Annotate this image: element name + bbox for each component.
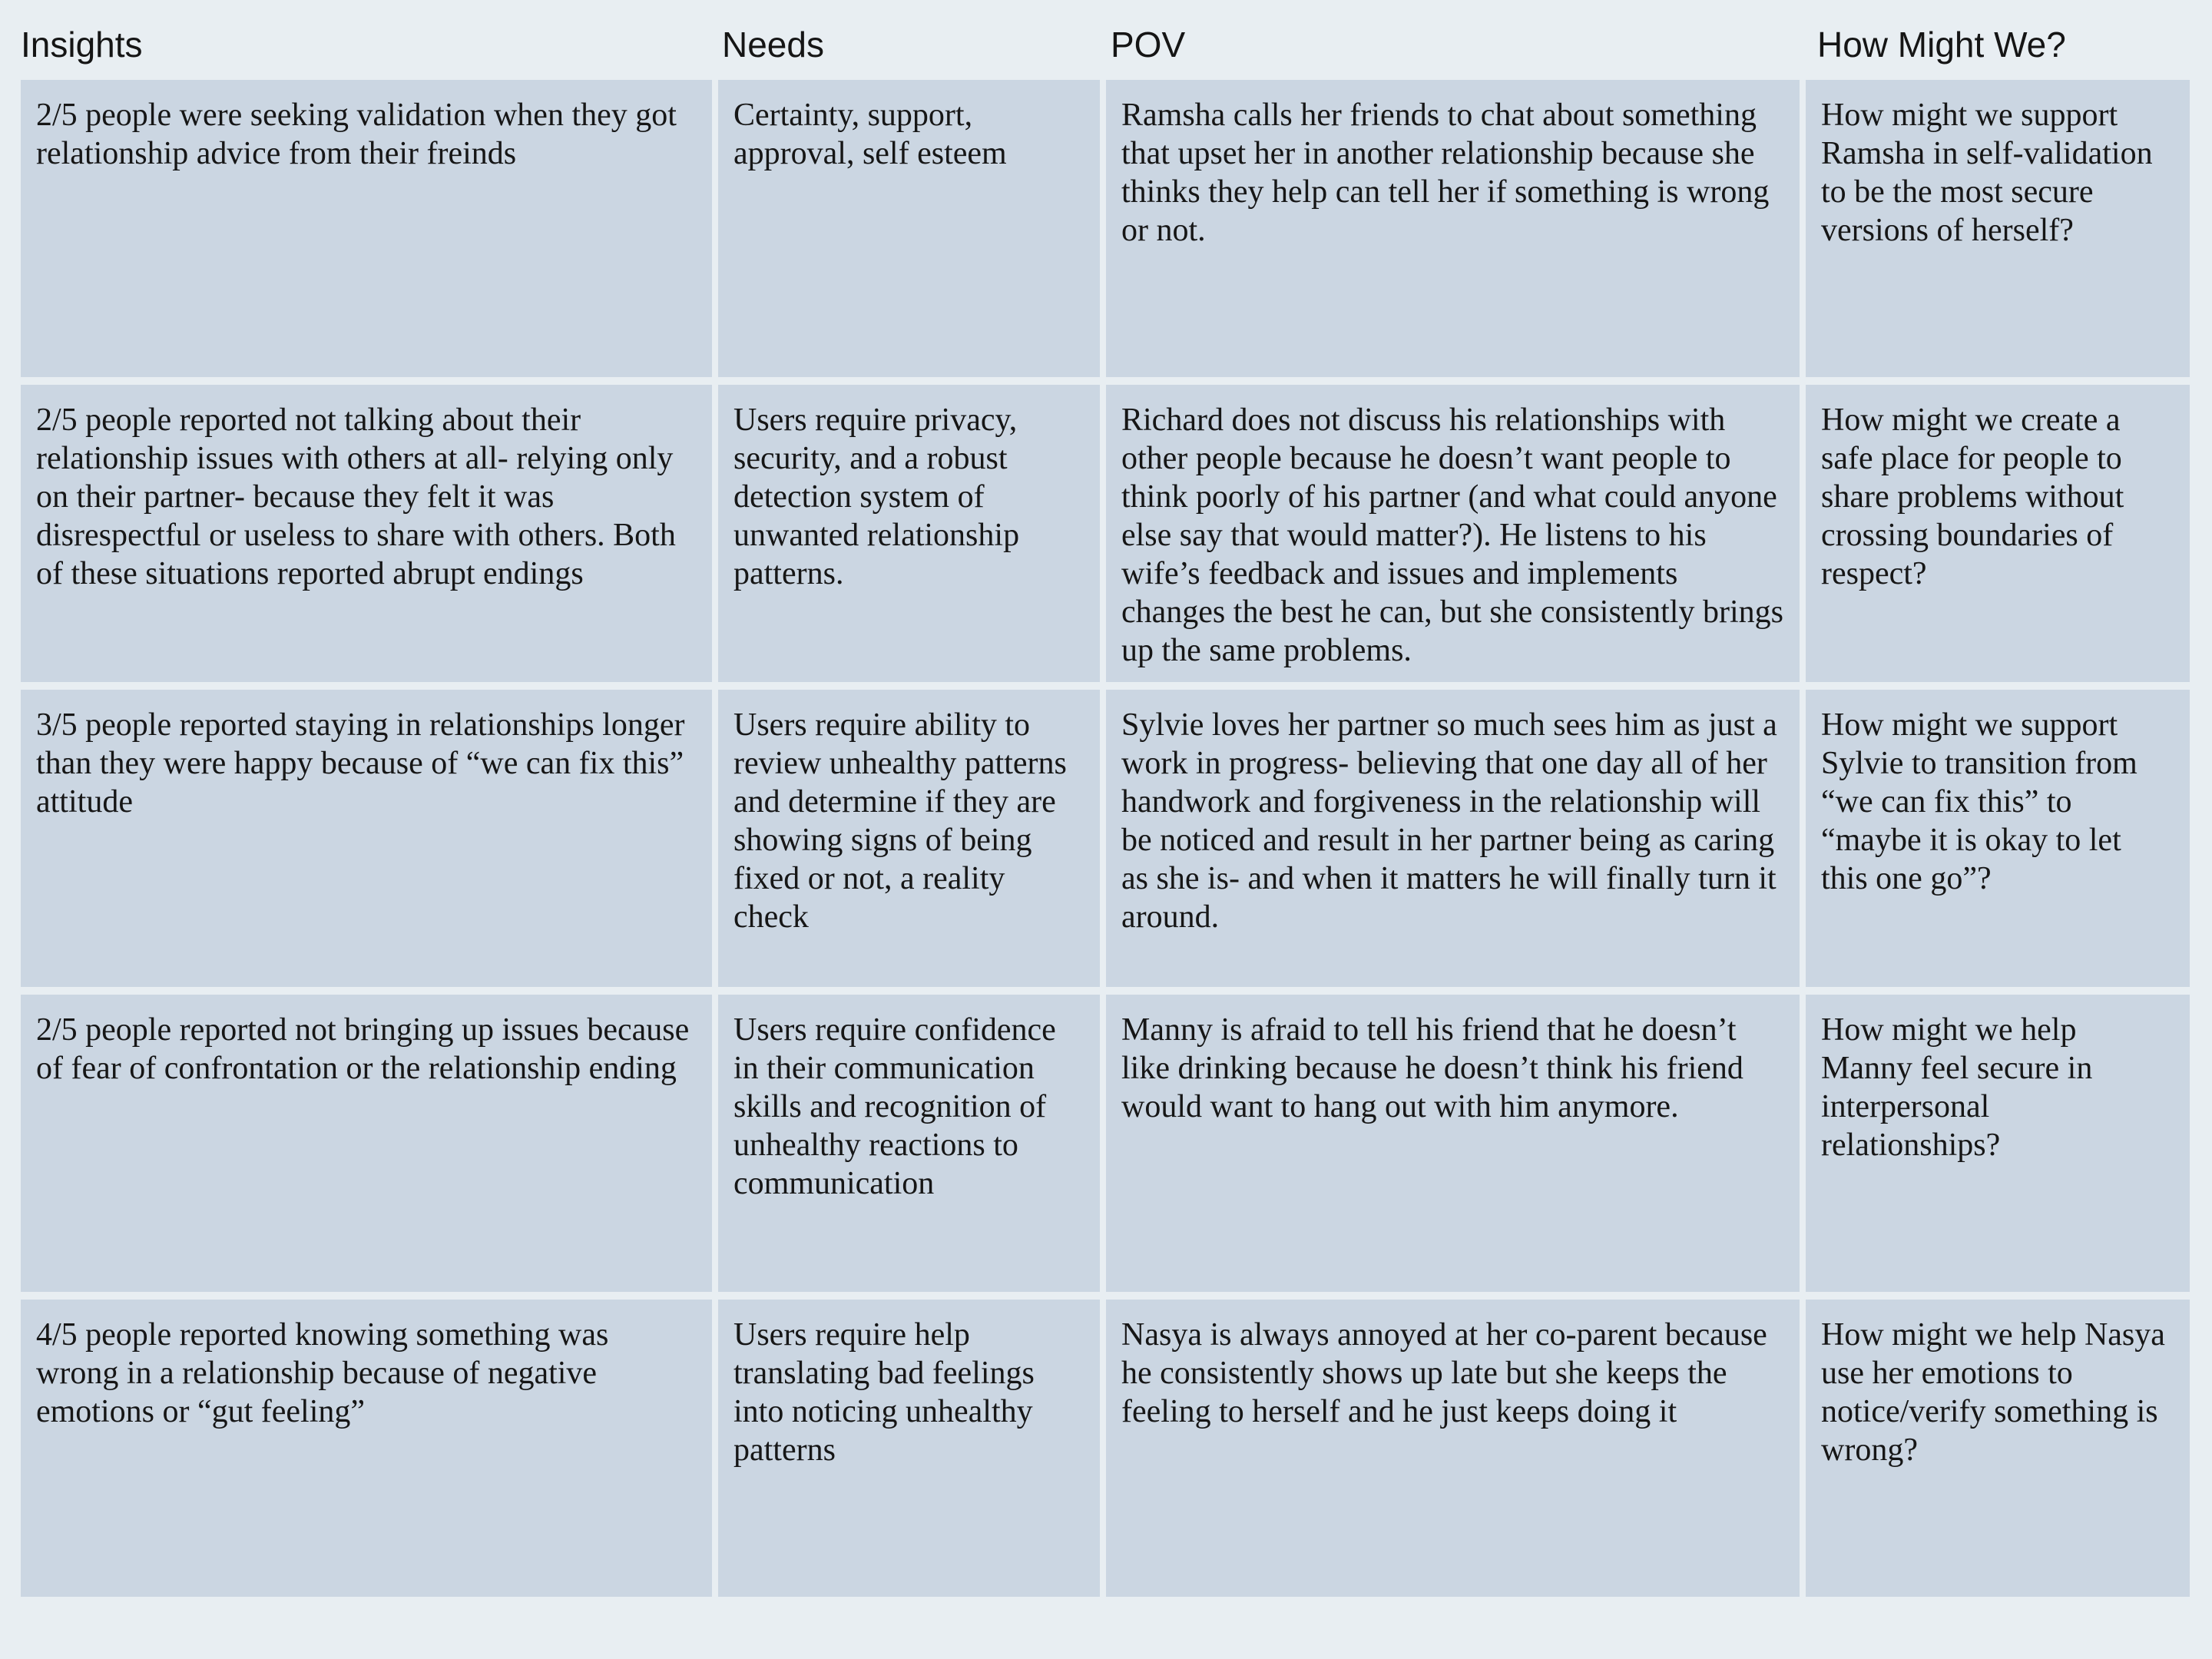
pov-cell: Manny is afraid to tell his friend that he doesn’t like drinking because he doesn’t think his friend would want to hang out with him anymore. [1106,995,1800,1292]
insight-cell: 2/5 people were seeking validation when they got relationship advice from their freinds [21,80,712,377]
insights-table [21,80,2190,1597]
needs-header: Needs [722,25,824,65]
needs-cell: Users require confidence in their communication skills and recognition of unhealthy reactions to communication [718,995,1100,1292]
needs-cell: Users require ability to review unhealthy patterns and determine if they are showing signs of being fixed or not, a reality check [718,690,1100,987]
pov-cell: Nasya is always annoyed at her co-parent because he consistently shows up late but she keeps the feeling to herself and he just keeps doing it [1106,1300,1800,1597]
insight-cell: 2/5 people reported not bringing up issues because of fear of confrontation or the relationship ending [21,995,712,1292]
hmw-cell: How might we help Nasya use her emotions to notice/verify something is wrong? [1806,1300,2190,1597]
hmw-header: How Might We? [1817,25,2066,65]
insight-cell: 2/5 people reported not talking about their relationship issues with others at all- relying only on their partner- because they felt it was disrespectful or useless to share with others. Both of these situations reported abrupt endings [21,385,712,682]
pov-header: POV [1111,25,1186,65]
needs-cell: Certainty, support, approval, self esteem [718,80,1100,377]
hmw-cell: How might we help Manny feel secure in interpersonal relationships? [1806,995,2190,1292]
hmw-cell: How might we create a safe place for people to share problems without crossing boundaries of respect? [1806,385,2190,682]
pov-cell: Ramsha calls her friends to chat about something that upset her in another relationship because she thinks they help can tell her if something is wrong or not. [1106,80,1800,377]
insight-cell: 4/5 people reported knowing something was wrong in a relationship because of negative emotions or “gut feeling” [21,1300,712,1597]
hmw-cell: How might we support Ramsha in self-validation to be the most secure versions of herself? [1806,80,2190,377]
pov-cell: Richard does not discuss his relationships with other people because he doesn’t want people to think poorly of his partner (and what could anyone else say that would matter?). He listens to his wife’s feedback and issues and implements changes the best he can, but she consistently brings up the same problems. [1106,385,1800,682]
insight-cell: 3/5 people reported staying in relationships longer than they were happy because of “we can fix this” attitude [21,690,712,987]
needs-cell: Users require privacy, security, and a robust detection system of unwanted relationship patterns. [718,385,1100,682]
needs-cell: Users require help translating bad feelings into noticing unhealthy patterns [718,1300,1100,1597]
insights-header: Insights [21,25,143,65]
pov-cell: Sylvie loves her partner so much sees him as just a work in progress- believing that one day all of her handwork and forgiveness in the relationship will be noticed and result in her partner being as caring as she is- and when it matters he will finally turn it around. [1106,690,1800,987]
hmw-cell: How might we support Sylvie to transition from “we can fix this” to “maybe it is okay to let this one go”? [1806,690,2190,987]
